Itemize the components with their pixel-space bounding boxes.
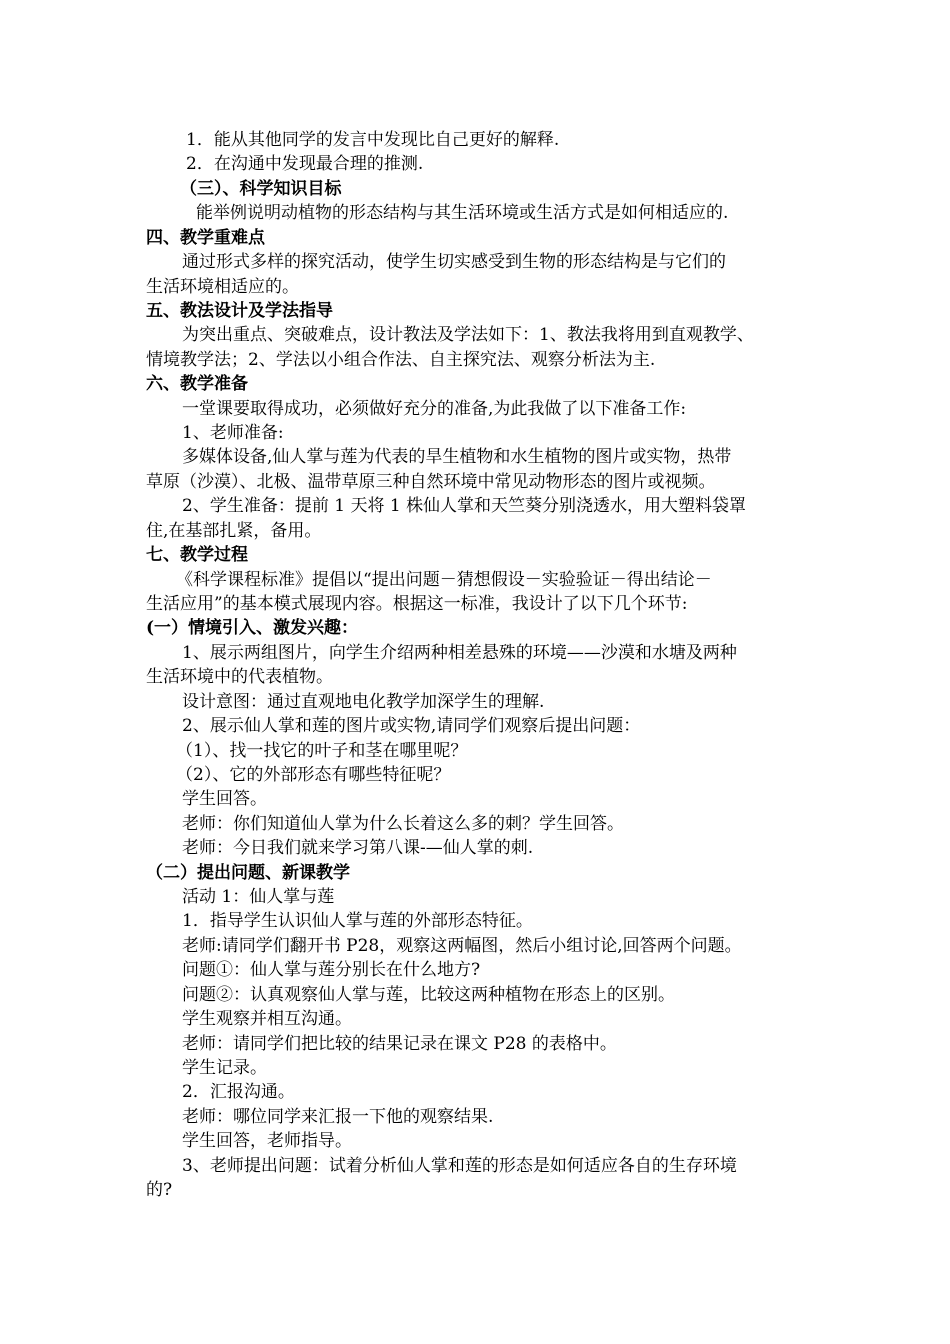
text-line: 2．汇报沟通。 bbox=[182, 1082, 295, 1103]
text-line: 1．能从其他同学的发言中发现比自己更好的解释. bbox=[186, 130, 560, 150]
text-line: 《科学课程标准》提倡以“提出问题－猜想假设－实验验证－得出结论－ bbox=[176, 569, 712, 590]
text-line: 设计意图：通过直观地电化教学加深学生的理解. bbox=[182, 691, 545, 712]
text-line: 问题①：仙人掌与莲分别长在什么地方? bbox=[182, 960, 481, 981]
section-heading: 四、教学重难点 bbox=[146, 227, 265, 248]
text-line: 通过形式多样的探究活动，使学生切实感受到生物的形态结构是与它们的 bbox=[182, 252, 726, 273]
text-line: 生活环境相适应的。 bbox=[146, 276, 299, 297]
text-line: 1、老师准备: bbox=[182, 423, 284, 444]
section-heading: 六、教学准备 bbox=[146, 374, 248, 395]
text-line: 草原（沙漠）、北极、温带草原三种自然环境中常见动物形态的图片或视频。 bbox=[146, 471, 716, 492]
text-line: 多媒体设备,仙人掌与莲为代表的旱生植物和水生植物的图片或实物，热带 bbox=[182, 447, 732, 468]
text-line: 1．指导学生认识仙人掌与莲的外部形态特征。 bbox=[182, 911, 533, 932]
text-line: 学生回答。 bbox=[182, 789, 267, 810]
text-line: 情境教学法；2、学法以小组合作法、自主探究法、观察分析法为主. bbox=[146, 349, 656, 370]
text-line: 老师：今日我们就来学习第八课-—仙人掌的刺. bbox=[182, 838, 534, 859]
text-line: 学生回答，老师指导。 bbox=[182, 1131, 352, 1152]
text-line: 问题②：认真观察仙人掌与莲，比较这两种植物在形态上的区别。 bbox=[182, 984, 675, 1005]
text-line: 生活应用”的基本模式展现内容。根据这一标准，我设计了以下几个环节: bbox=[146, 593, 688, 614]
section-heading: （二）提出问题、新课教学 bbox=[146, 862, 350, 883]
text-line: （1）、找一找它的叶子和茎在哪里呢？ bbox=[176, 740, 468, 761]
text-line: 老师：你们知道仙人掌为什么长着这么多的刺？学生回答。 bbox=[182, 813, 624, 834]
text-line: （2）、它的外部形态有哪些特征呢？ bbox=[176, 764, 451, 785]
text-line: 学生记录。 bbox=[182, 1057, 267, 1078]
text-line: 3、老师提出问题：试着分析仙人掌和莲的形态是如何适应各自的生存环境 bbox=[182, 1155, 737, 1176]
text-line: 为突出重点、突破难点，设计教法及学法如下：1、教法我将用到直观教学、 bbox=[182, 325, 754, 346]
text-line: 学生观察并相互沟通。 bbox=[182, 1009, 352, 1030]
text-line: 1、展示两组图片，向学生介绍两种相差悬殊的环境——沙漠和水塘及两种 bbox=[182, 642, 737, 663]
text-line: 的? bbox=[146, 1180, 173, 1201]
section-heading: (一）情境引入、激发兴趣： bbox=[146, 618, 359, 639]
section-heading: 五、教法设计及学法指导 bbox=[146, 300, 333, 321]
text-line: 住,在基部扎紧，备用。 bbox=[146, 520, 322, 541]
text-line: 生活环境中的代表植物。 bbox=[146, 667, 333, 688]
text-line: 活动 1：仙人掌与莲 bbox=[182, 887, 335, 908]
text-line: 老师：请同学们把比较的结果记录在课文 P28 的表格中。 bbox=[182, 1033, 617, 1054]
section-heading: 七、教学过程 bbox=[146, 545, 248, 566]
text-line: 老师:请同学们翻开书 P28，观察这两幅图，然后小组讨论,回答两个问题。 bbox=[182, 935, 742, 956]
text-line: 2、展示仙人掌和莲的图片或实物,请同学们观察后提出问题： bbox=[182, 716, 641, 737]
text-line: 一堂课要取得成功，必须做好充分的准备,为此我做了以下准备工作: bbox=[182, 398, 687, 419]
text-line: 2、学生准备：提前 1 天将 1 株仙人掌和天竺葵分别浇透水，用大塑料袋罩 bbox=[182, 496, 747, 517]
text-line: 2．在沟通中发现最合理的推测. bbox=[186, 154, 424, 175]
section-heading: （三）、科学知识目标 bbox=[180, 178, 342, 199]
text-line: 能举例说明动植物的形态结构与其生活环境或生活方式是如何相适应的. bbox=[196, 203, 729, 224]
text-line: 老师：哪位同学来汇报一下他的观察结果. bbox=[182, 1106, 494, 1127]
